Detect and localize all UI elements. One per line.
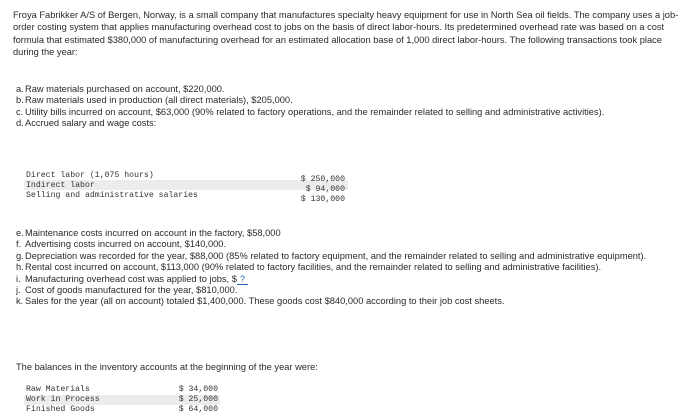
answer-blank[interactable]: ? [237, 274, 248, 285]
wage-value: $ 94,000 [305, 185, 345, 194]
list-item: g. Depreciation was recorded for the year, $88,000 (85% related to factory equipment, and the remainder related to selling and administrative equipment). [16, 250, 647, 261]
balances-heading: The balances in the inventory accounts at the beginning of the year were: [16, 362, 318, 372]
balance-label: Finished Goods [26, 405, 95, 414]
balances-labels [26, 385, 100, 415]
problem-intro: Froya Fabrikker A/S of Bergen, Norway, is a small company that manufactures specialty heavy equipment for use in North Sea oil fields. The company uses a job-order costing system that applies manufacturing overhead cost to jobs on the basis of direct labor-hours. Its predetermined overhead rate was based on a cost formula that estimated $380,000 of manufacturing overhead for an estimated allocation base of 1,000 direct labor-hours. The following transactions took place during the year: [13, 10, 679, 58]
wage-label: Indirect labor [26, 181, 95, 190]
wage-value: $ 130,000 [300, 195, 345, 204]
wage-label: Direct labor (1,075 hours) [26, 171, 154, 180]
list-item: d. Accrued salary and wage costs: [16, 118, 157, 129]
list-item: b. Raw materials used in production (all direct materials), $205,000. [16, 95, 293, 106]
wages-labels [26, 171, 198, 201]
list-item: e. Maintenance costs incurred on account in the factory, $58,000 [16, 228, 281, 238]
list-item: h. Rental cost incurred on account, $113,000 (90% related to factory facilities, and the remainder related to selling and administrative facilities). [16, 262, 602, 273]
balance-value: $ 34,000 [178, 385, 218, 394]
list-item: i. Manufacturing overhead cost was applied to jobs, $ ? [16, 274, 682, 285]
balances-values [174, 385, 218, 415]
transactions-list-e-k [16, 228, 682, 308]
balance-label: Work in Process [26, 395, 100, 404]
list-item: c. Utility bills incurred on account, $63,000 (90% related to factory operations, and the remainder related to selling and administrative activities). [16, 106, 605, 117]
balance-label: Raw Materials [26, 385, 90, 394]
wages-values [293, 175, 345, 205]
list-item: a. Raw materials purchased on account, $220,000. [16, 84, 225, 94]
transactions-list-a-d [16, 84, 682, 130]
list-item: k. Sales for the year (all on account) totaled $1,400,000. These goods cost $840,000 according to their job cost sheets. [16, 296, 505, 307]
balance-value: $ 64,000 [178, 405, 218, 414]
wage-label: Selling and administrative salaries [26, 191, 198, 200]
wage-value: $ 250,000 [300, 175, 345, 184]
balance-value: $ 25,000 [178, 395, 218, 404]
list-item: j. Cost of goods manufactured for the year, $810,000. [16, 284, 238, 295]
list-item: f. Advertising costs incurred on account, $140,000. [16, 239, 227, 250]
